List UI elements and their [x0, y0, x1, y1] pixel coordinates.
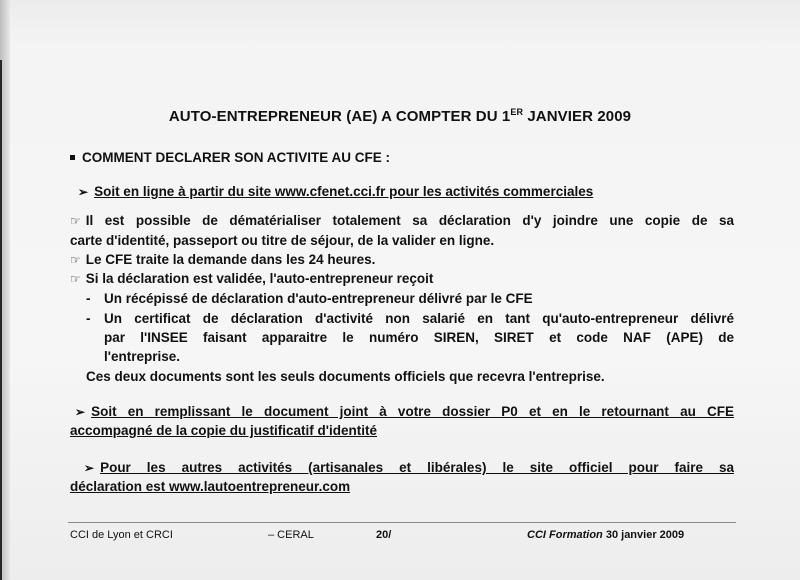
option-other-line2: déclaration est www.lautoentrepreneur.com: [70, 479, 351, 494]
title-superscript: ER: [510, 107, 524, 117]
para-validated-text: Si la déclaration est validée, l'auto-entrepreneur reçoit: [85, 271, 434, 286]
footer-left: CCI de Lyon et CRCI: [70, 529, 173, 541]
section-heading-text: COMMENT DECLARER SON ACTIVITE AU CFE :: [82, 150, 390, 165]
footer-date: 30 janvier 2009: [605, 529, 685, 541]
title-main: AUTO-ENTREPRENEUR (AE) A COMPTER DU 1: [168, 108, 511, 125]
hand-pointer-icon: ☞: [70, 214, 81, 228]
dash-bullet: -: [86, 311, 91, 326]
option-online: [78, 184, 593, 199]
list-item-recepisse-text: Un récépissé de déclaration d'auto-entrepreneur délivré par le CFE: [104, 291, 533, 306]
footer-right: [527, 529, 684, 541]
list-item-certificat-text1: Un certificat de déclaration d'activité non salarié en tant qu'auto-entrepreneur délivré: [104, 311, 734, 326]
option-paper-text1: Soit en remplissant le document joint à votre dossier P0 et en le retournant au CFE: [91, 404, 734, 419]
para-dematerialise-line2: carte d'identité, passeport ou titre de séjour, de la valider en ligne.: [70, 233, 495, 248]
option-paper-line1: [75, 404, 734, 419]
footer-page-number: 20/: [376, 529, 392, 541]
option-other-text1: Pour les autres activités (artisanales et libérales) le site officiel pour faire sa: [100, 460, 734, 475]
arrow-bullet-icon: ➢: [75, 405, 86, 419]
title-end: JANVIER 2009: [523, 108, 632, 125]
document-title: [0, 108, 800, 125]
option-paper-line2: accompagné de la copie du justificatif d'identité: [70, 423, 378, 438]
option-online-text: Soit en ligne à partir du site www.cfenet.cci.fr pour les activités commerciales: [94, 184, 594, 199]
para-dematerialise-text1: Il est possible de dématérialiser totalement sa déclaration d'y joindre une copie de sa: [85, 213, 734, 228]
arrow-bullet-icon: ➢: [84, 461, 95, 475]
square-bullet-icon: [70, 155, 75, 160]
footer-divider: [68, 522, 736, 523]
conclusion-text: Ces deux documents sont les seuls documents officiels que recevra l'entreprise.: [86, 369, 605, 384]
dash-bullet: -: [86, 291, 91, 306]
para-cfe-delay-text: Le CFE traite la demande dans les 24 heures.: [85, 252, 376, 267]
para-dematerialise-line1: [70, 213, 734, 228]
list-item-certificat-line3: l'entreprise.: [104, 349, 180, 364]
hand-pointer-icon: ☞: [70, 253, 81, 267]
option-other-line1: [84, 460, 734, 475]
arrow-bullet-icon: ➢: [78, 185, 89, 199]
list-item-recepisse: [86, 291, 533, 306]
list-item-certificat-line1: [86, 311, 734, 326]
footer-middle: – CERAL: [268, 529, 314, 541]
para-validated: [70, 271, 433, 286]
page-edge-line: [0, 60, 2, 580]
footer-right-label: CCI Formation: [527, 529, 603, 541]
section-heading: [70, 150, 390, 165]
hand-pointer-icon: ☞: [70, 272, 81, 286]
list-item-certificat-line2: par l'INSEE faisant apparaitre le numéro SIREN, SIRET et code NAF (APE) de: [104, 330, 734, 345]
para-cfe-delay: [70, 252, 375, 267]
